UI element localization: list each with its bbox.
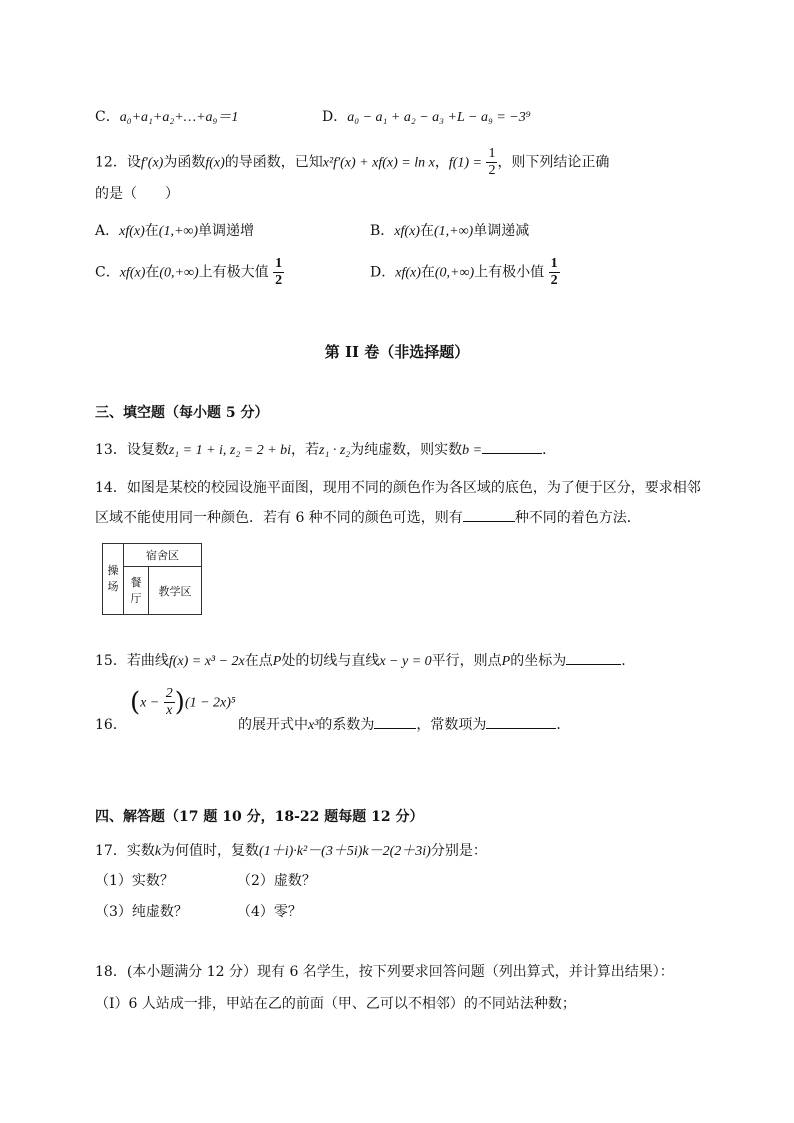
region-label: 厅 [130, 591, 142, 605]
q16-number: 16． [95, 717, 127, 733]
stem-text: 17．实数 [95, 843, 155, 859]
numerator: 2 [165, 686, 173, 701]
region-teaching: 教学区 [149, 567, 202, 615]
stem-text: ， [434, 154, 449, 171]
math-expr: f(x) = x³ − 2x [168, 654, 245, 669]
stem-text: ． [556, 717, 571, 733]
question-number: 12．设 [95, 154, 141, 171]
region-dorm: 宿舍区 [124, 544, 202, 567]
fraction [164, 686, 175, 719]
option-text: 在 [145, 264, 160, 281]
stem-text: 区域不能使用同一种颜色．若有 6 种不同的颜色可选，则有 [95, 510, 463, 526]
stem-text: 平行，则点 [431, 653, 502, 669]
math-expr: x³ [308, 718, 319, 733]
q17-part-4: （4）零？ [237, 904, 302, 920]
stem-text: 为函数 [163, 154, 206, 171]
campus-layout-figure [102, 543, 202, 615]
fraction [549, 256, 560, 289]
option-label: D． [370, 264, 396, 281]
region-canteen [124, 567, 149, 615]
stem-text: ，常数项为 [416, 717, 487, 733]
q17-stem [95, 840, 487, 863]
q12-option-d [370, 256, 560, 289]
math-expr: (1 − 2x)⁵ [184, 695, 236, 711]
stem-text: 在点 [244, 653, 273, 669]
stem-text: 的展开式中 [238, 717, 308, 733]
option-label: D． [322, 109, 348, 125]
option-text: 上有极大值 [198, 264, 269, 281]
q16-text [238, 714, 570, 737]
stem-text: 的系数为 [318, 717, 375, 733]
option-expression: a₀ − a₁ + a₂ − a₃ +L − a₉ = −3⁹ [347, 110, 531, 125]
math-expr: b = [462, 443, 483, 458]
q18-line2: （Ⅰ）6 人站成一排，甲站在乙的前面（甲、乙可以不相邻）的不同站法种数； [95, 996, 576, 1012]
stem-text: 为何值时，复数 [161, 843, 260, 859]
fraction [273, 256, 284, 289]
region-label: 场 [107, 580, 119, 593]
interval: (0,+∞) [159, 265, 199, 281]
numerator: 1 [275, 256, 283, 271]
region-label: 操 [107, 564, 119, 577]
section-heading: 三、填空题（每小题 5 分） [95, 405, 269, 421]
q16-expression [130, 686, 236, 719]
math-expr: f′(x) [140, 155, 164, 171]
q12-stem-line1 [95, 146, 609, 179]
q13 [95, 439, 556, 462]
option-text: 单调递减 [473, 223, 530, 239]
math-expr: x²f′(x) + xf(x) = ln x [322, 155, 435, 171]
answer-blank[interactable] [374, 714, 416, 729]
stem-text: 为纯虚数，则实数 [350, 442, 463, 458]
paren: ( [130, 687, 141, 718]
answer-blank[interactable] [463, 507, 515, 522]
option-expression: a₀+a₁+a₂+…+a₉＝1 [119, 110, 239, 125]
answer-blank[interactable] [482, 439, 542, 454]
stem-text: 15．若曲线 [95, 653, 169, 669]
option-text: 在 [419, 223, 434, 239]
option-label: C． [95, 109, 120, 125]
q12-option-a [95, 220, 254, 243]
q15 [95, 650, 626, 673]
answer-blank[interactable] [486, 714, 556, 729]
denominator: 2 [275, 273, 283, 288]
math-expr: xf(x) [119, 265, 146, 281]
q17-part-2: （2）虚数？ [237, 873, 316, 889]
option-text: 单调递增 [198, 223, 255, 239]
denominator: x [166, 703, 173, 718]
q17-part-1: （1）实数？ [95, 873, 174, 889]
math-expr: P [272, 654, 282, 669]
q12-option-b [370, 220, 529, 243]
math-expr: z₁ = 1 + i, z₂ = 2 + bi [168, 443, 292, 458]
option-text: 上有极小值 [474, 264, 545, 281]
math-expr: f(x) [205, 155, 225, 171]
math-expr: x − y = 0 [379, 654, 432, 669]
interval: (0,+∞) [434, 265, 475, 281]
stem-text: 13．设复数 [95, 442, 169, 458]
stem-text: 分别是： [430, 843, 487, 859]
denominator: 2 [488, 163, 496, 178]
q11-option-c [95, 106, 238, 129]
option-label: C． [95, 264, 120, 281]
numerator: 1 [550, 256, 558, 271]
q12-option-c [95, 256, 284, 289]
denominator: 2 [550, 273, 558, 288]
option-text: 在 [420, 264, 435, 281]
stem-text: ，若 [291, 442, 320, 458]
stem-text: ． [542, 442, 557, 458]
part-title: 第 II 卷（非选择题） [324, 343, 470, 361]
option-label: A． [95, 223, 120, 239]
stem-text: 的导函数，已知 [224, 154, 323, 171]
math-expr: f(1) = [448, 155, 482, 171]
q17-part-3: （3）纯虚数？ [95, 904, 188, 920]
q14-line2 [95, 507, 641, 529]
interval: (1,+∞) [158, 224, 199, 239]
q12-stem-line2: 的是（ ） [95, 186, 179, 202]
math-expr: P [501, 654, 511, 669]
q11-option-d [322, 106, 531, 129]
math-expr: xf(x) [395, 265, 421, 281]
q14-line1: 14．如图是某校的校园设施平面图，现用不同的颜色作为各区域的底色，为了便于区分，要求相邻 [95, 480, 701, 496]
fraction [486, 146, 497, 179]
answer-blank[interactable] [566, 650, 621, 665]
interval: (1,+∞) [433, 224, 474, 239]
option-text: 在 [144, 223, 159, 239]
stem-text: 处的切线与直线 [281, 653, 380, 669]
stem-text: ，则下列结论正确 [497, 154, 610, 171]
region-playground [103, 544, 124, 615]
stem-text: 种不同的着色方法． [514, 510, 641, 526]
math-expr: (1＋i)·k²－(3＋5i)k－2(2＋3i) [259, 844, 431, 859]
option-label: B． [370, 223, 395, 239]
math-expr: z₁ · z₂ [319, 443, 351, 458]
stem-text: 的坐标为 [510, 653, 567, 669]
math-expr: x − [140, 695, 160, 711]
math-expr: xf(x) [394, 224, 420, 239]
numerator: 1 [488, 146, 496, 161]
region-label: 餐 [130, 575, 142, 589]
stem-text: . [621, 653, 626, 669]
q18-line1: 18．(本小题满分 12 分）现有 6 名学生，按下列要求回答问题（列出算式，并计算出结果）： [95, 964, 674, 980]
paren: ) [174, 687, 185, 718]
section-heading: 四、解答题（17 题 10 分，18-22 题每题 12 分） [95, 809, 424, 825]
math-expr: xf(x) [119, 224, 145, 239]
math-expr: k [154, 844, 162, 859]
